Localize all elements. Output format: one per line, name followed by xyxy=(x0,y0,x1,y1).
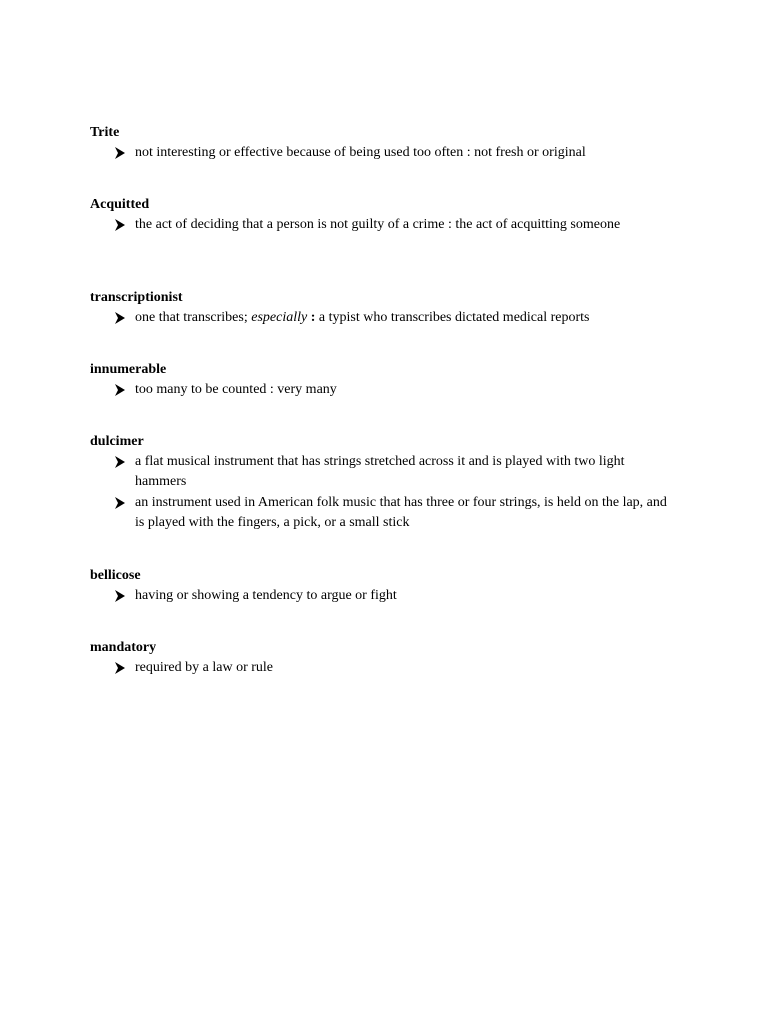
definition-list xyxy=(90,308,690,328)
definition-list xyxy=(90,586,690,606)
definition-text: the act of deciding that a person is not guilty of a crime : the act of acquitting someone xyxy=(135,217,621,232)
glossary-entry-acquitted xyxy=(90,196,690,235)
definition-item xyxy=(90,658,675,678)
arrowhead-bullet-icon xyxy=(114,308,128,328)
definition-text: too many to be counted : very many xyxy=(135,382,337,397)
term-heading: dulcimer xyxy=(90,434,144,449)
glossary-entry-bellicose xyxy=(90,567,690,606)
arrowhead-bullet-icon xyxy=(114,380,128,400)
definition-text-part: a typist who transcribes dictated medical reports xyxy=(318,310,590,325)
definition-colon: : xyxy=(307,310,319,325)
definition-item xyxy=(90,380,675,400)
term-heading: mandatory xyxy=(90,640,157,655)
definition-text: required by a law or rule xyxy=(135,660,273,675)
arrowhead-bullet-icon xyxy=(114,215,128,235)
definition-item xyxy=(90,143,675,163)
glossary-entry-innumerable xyxy=(90,361,690,400)
glossary-entry-mandatory xyxy=(90,639,690,678)
definition-list xyxy=(90,215,690,235)
arrowhead-bullet-icon xyxy=(114,143,128,163)
arrowhead-bullet-icon xyxy=(114,658,128,678)
definition-italic-word: especially xyxy=(251,310,308,325)
definition-text: a flat musical instrument that has strings stretched across it and is played with two light hammers xyxy=(135,454,625,489)
glossary-entry-dulcimer xyxy=(90,433,690,533)
term-heading: bellicose xyxy=(90,568,141,583)
glossary-entry-trite xyxy=(90,124,690,163)
definition-item xyxy=(90,586,675,606)
definition-list xyxy=(90,380,690,400)
definition-text: having or showing a tendency to argue or fight xyxy=(135,588,397,603)
definition-text: not interesting or effective because of being used too often : not fresh or original xyxy=(135,145,586,160)
term-heading: Trite xyxy=(90,125,120,140)
term-heading: Acquitted xyxy=(90,197,150,212)
definition-list xyxy=(90,658,690,678)
definition-list xyxy=(90,143,690,163)
definition-item xyxy=(90,308,675,328)
glossary-entry-transcriptionist xyxy=(90,289,690,328)
definition-text-part: one that transcribes; xyxy=(135,310,252,325)
arrowhead-bullet-icon xyxy=(114,586,128,606)
definition-item xyxy=(90,215,675,235)
term-heading: transcriptionist xyxy=(90,290,183,305)
term-heading: innumerable xyxy=(90,362,167,377)
definition-item xyxy=(90,493,675,533)
definition-item xyxy=(90,452,675,492)
arrowhead-bullet-icon xyxy=(114,493,128,513)
definition-list xyxy=(90,452,690,533)
arrowhead-bullet-icon xyxy=(114,452,128,472)
definition-text: an instrument used in American folk music that has three or four strings, is held on the lap, and is played with the fingers, a pick, or a small stick xyxy=(135,495,667,530)
